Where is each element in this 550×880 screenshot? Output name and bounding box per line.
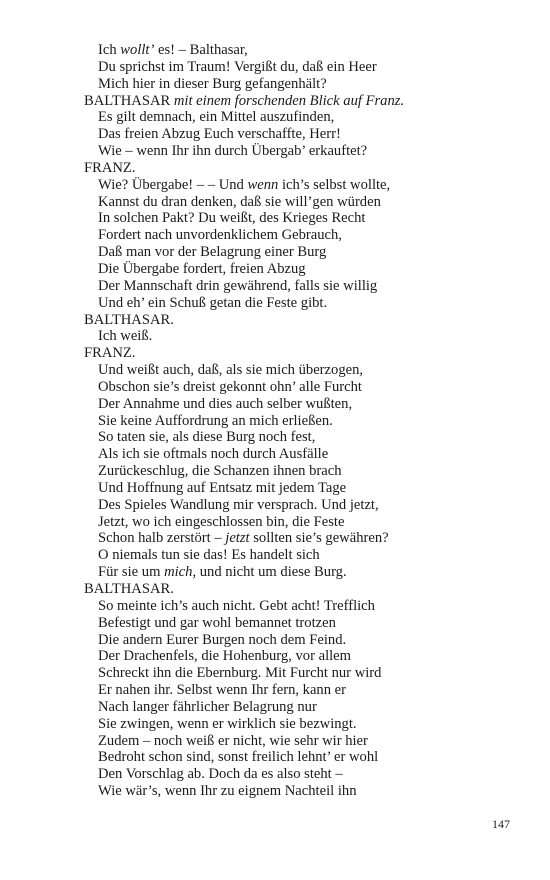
verse-line <box>84 429 524 446</box>
verse-line <box>84 42 524 59</box>
line-text: Kannst du dran denken, daß sie will’gen würden <box>98 193 381 210</box>
line-text: Sie zwingen, wenn er wirklich sie bezwingt. <box>98 715 357 732</box>
line-text: Fordert nach unvordenklichem Gebrauch, <box>98 227 342 244</box>
line-text: ich’s selbst wollte, <box>278 176 391 193</box>
verse-line <box>84 530 524 547</box>
line-text: sollten sie’s gewähren? <box>249 530 389 547</box>
verse-line <box>84 278 524 295</box>
verse-line <box>84 59 524 76</box>
verse-line <box>84 682 524 699</box>
italic-text: wenn <box>247 176 279 193</box>
line-text: FRANZ. <box>84 345 136 362</box>
verse-line <box>84 733 524 750</box>
verse-line <box>84 463 524 480</box>
line-text: Sie keine Auffordrung an mich erließen. <box>98 412 333 429</box>
line-text: Der Drachenfels, die Hohenburg, vor allem <box>98 648 352 665</box>
verse-line <box>84 749 524 766</box>
line-text: Nach langer fährlicher Belagrung nur <box>98 698 317 715</box>
verse-line <box>84 244 524 261</box>
line-text: BALTHASAR. <box>84 311 174 328</box>
verse-line <box>84 328 524 345</box>
verse-line <box>84 514 524 531</box>
italic-text: mit einem forschenden Blick auf Franz. <box>173 92 405 109</box>
line-text: Für sie um <box>98 564 165 581</box>
line-text: es! – Balthasar, <box>154 42 248 58</box>
verse-line <box>84 295 524 312</box>
verse-line <box>84 564 524 581</box>
line-text: Und eh’ ein Schuß getan die Feste gibt. <box>98 294 328 311</box>
verse-line <box>84 210 524 227</box>
line-text: Der Mannschaft drin gewährend, falls sie willig <box>98 277 378 294</box>
verse-line <box>84 143 524 160</box>
line-text: Schon halb zerstört – <box>98 530 226 547</box>
line-text: Als ich sie oftmals noch durch Ausfälle <box>98 446 329 463</box>
drama-text-block <box>84 42 524 800</box>
line-text: So taten sie, als diese Burg noch fest, <box>98 429 316 446</box>
line-text: O niemals tun sie das! Es handelt sich <box>98 547 320 564</box>
line-text: Und Hoffnung auf Entsatz mit jedem Tage <box>98 479 347 496</box>
line-text: Jetzt, wo ich eingeschlossen bin, die Feste <box>98 513 345 530</box>
line-text: Der Annahme und dies auch selber wußten, <box>98 395 353 412</box>
verse-line <box>84 109 524 126</box>
verse-line <box>84 598 524 615</box>
verse-line <box>84 396 524 413</box>
line-text: Und weißt auch, daß, als sie mich überzogen, <box>98 362 364 379</box>
verse-line <box>84 76 524 93</box>
line-text: Daß man vor der Belagrung einer Burg <box>98 244 327 261</box>
line-text: Bedroht schon sind, sonst freilich lehnt’ er wohl <box>98 749 379 766</box>
verse-line <box>84 177 524 194</box>
line-text: Zurückeschlug, die Schanzen ihnen brach <box>98 463 342 480</box>
line-text: Er nahen ihr. Selbst wenn Ihr fern, kann er <box>98 682 347 699</box>
verse-line <box>84 699 524 716</box>
line-text: Es gilt demnach, ein Mittel auszufinden, <box>98 109 335 126</box>
speaker-line <box>84 312 524 329</box>
line-text: FRANZ. <box>84 159 136 176</box>
italic-text: wollt’ <box>120 42 155 58</box>
speaker-line <box>84 93 524 110</box>
italic-text: mich, <box>164 564 197 581</box>
verse-line <box>84 615 524 632</box>
line-text: Zudem – noch weiß er nicht, wie sehr wir hier <box>98 732 368 749</box>
verse-line <box>84 716 524 733</box>
page-number: 147 <box>492 817 510 831</box>
line-text: Wie wär’s, wenn Ihr zu eignem Nachteil ihn <box>98 783 357 800</box>
line-text: Mich hier in dieser Burg gefangenhält? <box>98 75 327 92</box>
speaker-line <box>84 345 524 362</box>
line-text: Befestigt und gar wohl bemannet trotzen <box>98 614 336 631</box>
verse-line <box>84 497 524 514</box>
line-text: BALTHASAR <box>84 92 174 109</box>
line-text: Die andern Eurer Burgen noch dem Feind. <box>98 631 347 648</box>
line-text: BALTHASAR. <box>84 581 174 597</box>
verse-line <box>84 227 524 244</box>
line-text: Das freien Abzug Euch verschaffte, Herr! <box>98 126 341 143</box>
verse-line <box>84 194 524 211</box>
line-text: So meinte ich’s auch nicht. Gebt acht! Trefflich <box>98 597 375 614</box>
verse-line <box>84 413 524 430</box>
line-text: und nicht um diese Burg. <box>196 564 347 581</box>
line-text: In solchen Pakt? Du weißt, des Krieges Recht <box>98 210 366 227</box>
verse-line <box>84 480 524 497</box>
line-text: Ich weiß. <box>98 328 153 345</box>
verse-line <box>84 446 524 463</box>
italic-text: jetzt <box>225 530 250 547</box>
line-text: Wie? Übergabe! – – Und <box>98 176 248 193</box>
line-text: Den Vorschlag ab. Doch da es also steht – <box>98 766 343 783</box>
line-text: Wie – wenn Ihr ihn durch Übergab’ erkauftet? <box>98 143 368 160</box>
line-text: Du sprichst im Traum! Vergißt du, daß ein Heer <box>98 58 377 75</box>
verse-line <box>84 362 524 379</box>
line-text: Des Spieles Wandlung mir versprach. Und jetzt, <box>98 496 379 513</box>
verse-line <box>84 379 524 396</box>
verse-line <box>84 547 524 564</box>
verse-line <box>84 632 524 649</box>
verse-line <box>84 766 524 783</box>
verse-line <box>84 648 524 665</box>
line-text: Die Übergabe fordert, freien Abzug <box>98 260 306 277</box>
line-text: Schreckt ihn die Ebernburg. Mit Furcht nur wird <box>98 665 382 682</box>
speaker-line <box>84 160 524 177</box>
line-text: Obschon sie’s dreist gekonnt ohn’ alle Furcht <box>98 378 362 395</box>
verse-line <box>84 783 524 800</box>
speaker-line <box>84 581 524 598</box>
verse-line <box>84 665 524 682</box>
verse-line <box>84 126 524 143</box>
line-text: Ich <box>98 42 121 58</box>
verse-line <box>84 261 524 278</box>
